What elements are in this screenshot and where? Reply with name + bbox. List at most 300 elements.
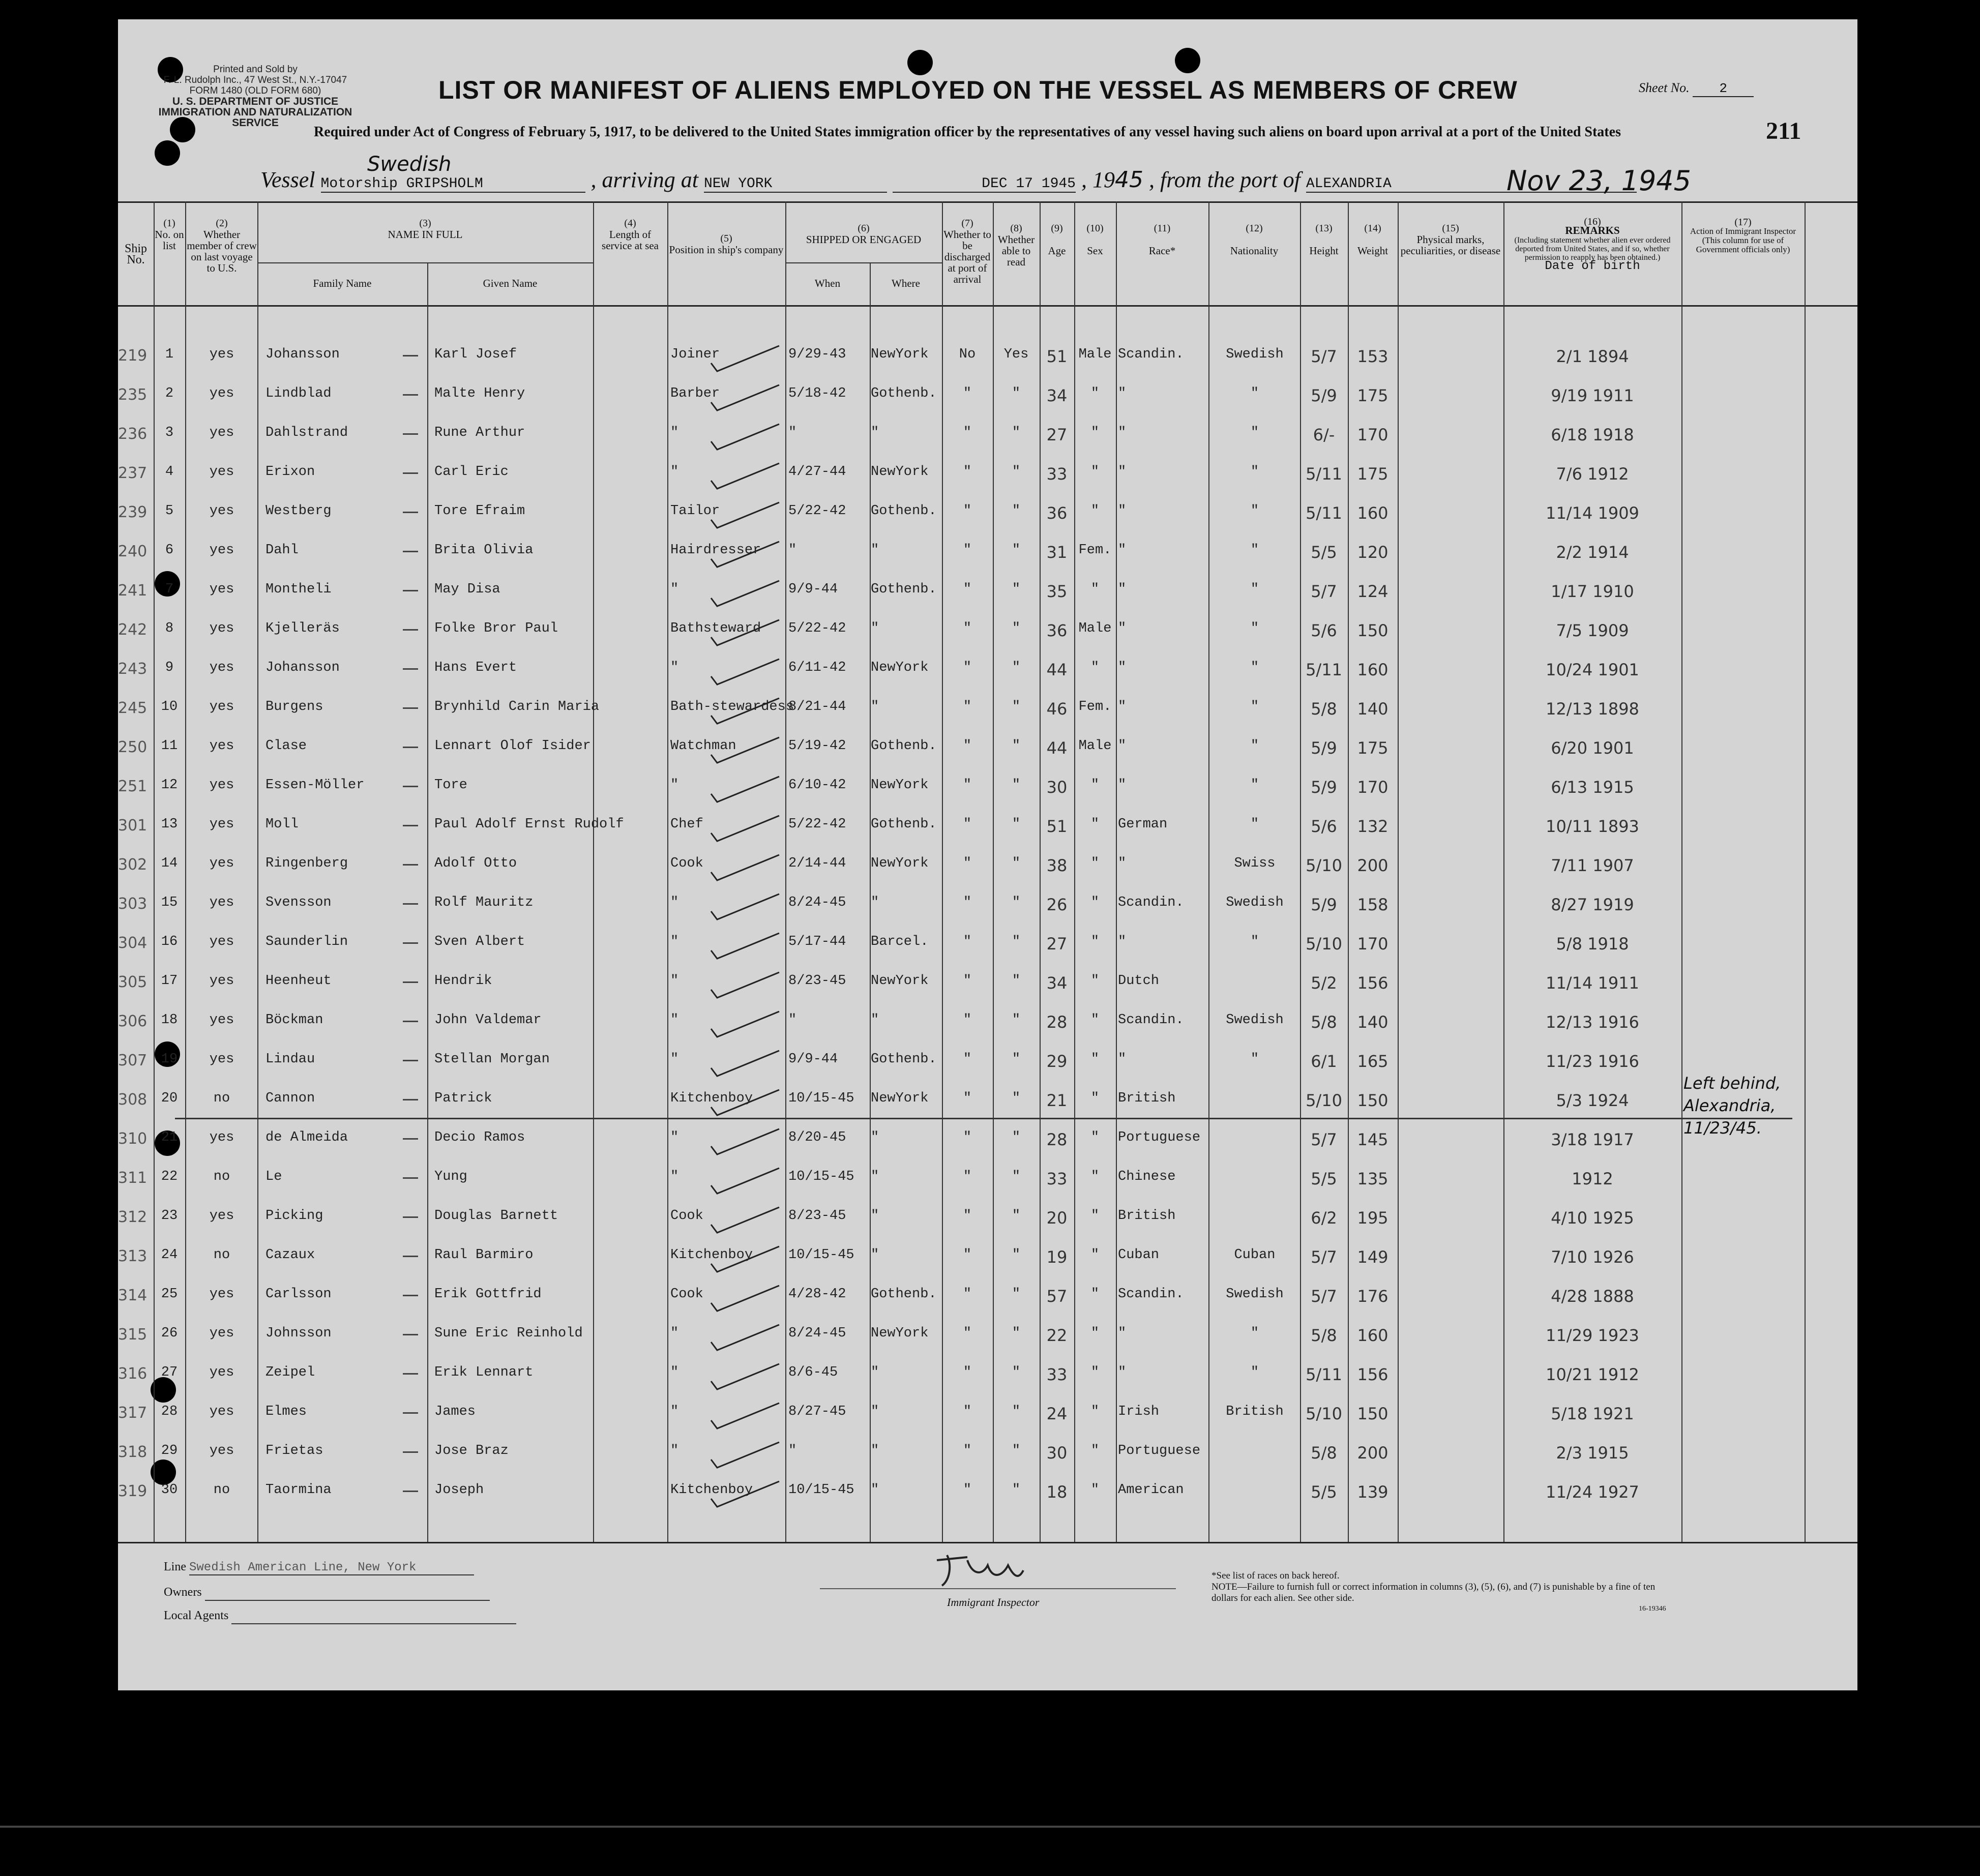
subheader-rule: [785, 262, 942, 263]
shipped-when-cell: 10/15-45: [788, 1169, 854, 1184]
weight-cell: 160: [1357, 503, 1388, 523]
ship-number-cell: 242: [118, 621, 147, 639]
ship-number-cell: 316: [118, 1365, 147, 1383]
discharged-cell: ": [963, 1013, 972, 1028]
list-number-cell: 6: [165, 543, 174, 558]
handwritten-dash: [403, 551, 418, 552]
family-name-cell: Johansson: [265, 660, 340, 675]
age-cell: 46: [1046, 699, 1068, 719]
shipped-where-cell: Gothenb.: [871, 386, 937, 401]
age-cell: 31: [1046, 543, 1068, 562]
height-cell: 5/8: [1311, 1013, 1337, 1032]
table-row: [118, 692, 1857, 731]
family-name-cell: Cazaux: [265, 1247, 315, 1263]
discharged-cell: ": [963, 1326, 972, 1341]
handwritten-dash: [403, 707, 418, 709]
given-name-cell: Jose Braz: [434, 1443, 509, 1458]
handwritten-dash: [403, 1138, 418, 1140]
race-cell: ": [1118, 699, 1127, 714]
race-cell: Cuban: [1118, 1247, 1160, 1263]
height-cell: 5/7: [1311, 1247, 1337, 1267]
table-row: [118, 849, 1857, 888]
nationality-cell: ": [1250, 621, 1259, 636]
position-cell: ": [670, 1326, 679, 1341]
last-voyage-cell: yes: [209, 347, 234, 362]
date-of-birth-cell: 4/28 1888: [1551, 1287, 1634, 1306]
position-cell: Kitchenboy: [670, 1247, 753, 1263]
publisher-dept: U. S. DEPARTMENT OF JUSTICE: [172, 96, 339, 107]
race-cell: ": [1118, 778, 1127, 793]
shipped-where-cell: NewYork: [871, 464, 929, 480]
punch-hole: [907, 50, 933, 75]
given-name-cell: Karl Josef: [434, 347, 517, 362]
position-cell: Chef: [670, 817, 703, 832]
age-cell: 19: [1046, 1247, 1068, 1267]
checkmark-icon: [707, 421, 783, 454]
age-cell: 28: [1046, 1013, 1068, 1032]
shipped-where-cell: Gothenb.: [871, 738, 937, 754]
able-to-read-cell: ": [1012, 660, 1021, 675]
list-number-cell: 11: [161, 738, 178, 754]
col-header-given: Given Name: [483, 277, 538, 289]
given-name-cell: Hans Evert: [434, 660, 517, 675]
checkmark-icon: [707, 343, 783, 375]
age-cell: 24: [1046, 1404, 1068, 1423]
remark-left-behind: Left behind, Alexandria, 11/23/45.: [1683, 1074, 1781, 1138]
nationality-cell: ": [1250, 464, 1259, 480]
nationality-cell: ": [1250, 543, 1259, 558]
arriving-value: NEW YORK: [704, 176, 887, 193]
checkmark-icon: [707, 617, 783, 649]
last-voyage-cell: yes: [209, 934, 234, 949]
weight-cell: 176: [1357, 1287, 1388, 1306]
given-name-cell: Adolf Otto: [434, 856, 517, 871]
able-to-read-cell: ": [1012, 1326, 1021, 1341]
list-number-cell: 28: [161, 1404, 178, 1419]
able-to-read-cell: ": [1012, 621, 1021, 636]
shipped-when-cell: 2/14-44: [788, 856, 846, 871]
given-name-cell: John Valdemar: [434, 1013, 542, 1028]
height-cell: 6/2: [1311, 1208, 1337, 1228]
checkmark-icon: [707, 460, 783, 493]
last-voyage-cell: yes: [209, 464, 234, 480]
discharged-cell: ": [963, 1482, 972, 1498]
weight-cell: 158: [1357, 895, 1388, 914]
sex-cell: ": [1090, 1365, 1100, 1380]
race-cell: Scandin.: [1118, 1013, 1184, 1028]
required-statement: Required under Act of Congress of February 5, 1917, to be delivered to the United States immigration officer by the representatives of any vessel having such aliens on board upon arrival at a port of the United States: [314, 124, 1621, 140]
shipped-where-cell: ": [871, 1443, 879, 1458]
height-cell: 6/-: [1313, 425, 1335, 444]
checkmark-icon: [707, 578, 783, 610]
date-of-birth-cell: 6/18 1918: [1551, 425, 1634, 444]
table-row: [118, 1045, 1857, 1084]
family-name-cell: Dahlstrand: [265, 425, 348, 440]
checkmark-icon: [707, 539, 783, 571]
discharged-cell: ": [963, 1052, 972, 1067]
race-cell: Portuguese: [1118, 1443, 1201, 1458]
able-to-read-cell: ": [1012, 582, 1021, 597]
age-cell: 26: [1046, 895, 1068, 914]
discharged-cell: ": [963, 973, 972, 989]
family-name-cell: Böckman: [265, 1013, 323, 1028]
shipped-when-cell: 9/9-44: [788, 1052, 838, 1067]
list-number-cell: 27: [161, 1365, 178, 1380]
given-name-cell: Folke Bror Paul: [434, 621, 558, 636]
race-cell: ": [1118, 934, 1127, 949]
shipped-when-cell: 8/23-45: [788, 973, 846, 989]
race-cell: Portuguese: [1118, 1130, 1201, 1145]
table-row: [118, 418, 1857, 457]
publisher-line: Printed and Sold by: [213, 64, 298, 75]
given-name-cell: Lennart Olof Isider: [434, 738, 591, 754]
sex-cell: ": [1090, 1208, 1100, 1224]
able-to-read-cell: ": [1012, 464, 1021, 480]
given-name-cell: Malte Henry: [434, 386, 525, 401]
list-number-cell: 26: [161, 1326, 178, 1341]
weight-cell: 160: [1357, 1326, 1388, 1345]
discharged-cell: ": [963, 621, 972, 636]
date-of-birth-cell: 9/19 1911: [1551, 386, 1634, 405]
row-20-strikethrough: [175, 1118, 1792, 1119]
discharged-cell: ": [963, 386, 972, 401]
col-header-5: (5) Position in ship's company: [669, 233, 784, 256]
from-label: , from the port of: [1148, 167, 1301, 192]
family-name-cell: Moll: [265, 817, 299, 832]
nationality-cell: Swedish: [1226, 1013, 1284, 1028]
weight-cell: 132: [1357, 817, 1388, 836]
shipped-where-cell: ": [871, 621, 879, 636]
weight-cell: 150: [1357, 621, 1388, 640]
col-header-4: (4) Length of service at sea: [602, 218, 659, 252]
age-cell: 28: [1046, 1130, 1068, 1149]
last-voyage-cell: yes: [209, 1443, 234, 1458]
ship-number-cell: 308: [118, 1091, 147, 1109]
shipped-when-cell: 8/21-44: [788, 699, 846, 714]
family-name-cell: Carlsson: [265, 1287, 332, 1302]
shipped-when-cell: 8/24-45: [788, 1326, 846, 1341]
race-cell: Chinese: [1118, 1169, 1176, 1184]
height-cell: 5/10: [1306, 1404, 1342, 1423]
last-voyage-cell: yes: [209, 1365, 234, 1380]
discharged-cell: ": [963, 464, 972, 480]
shipped-when-cell: ": [788, 1443, 797, 1458]
penalty-note: NOTE—Failure to furnish full or correct information in columns (3), (5), (6), and (7) is punishable by a fine of ten dollars for each alien. See other side.: [1211, 1582, 1656, 1603]
handwritten-dash: [403, 512, 418, 513]
weight-cell: 156: [1357, 1365, 1388, 1384]
nationality-cell: ": [1250, 778, 1259, 793]
family-name-cell: Svensson: [265, 895, 332, 910]
height-cell: 5/5: [1311, 1482, 1337, 1502]
checkmark-icon: [707, 1322, 783, 1354]
col-header-1: (1) No. on list: [155, 218, 184, 252]
checkmark-icon: [707, 969, 783, 1002]
table-row: [118, 340, 1857, 379]
table-row: [118, 1319, 1857, 1358]
handwritten-dash: [403, 1491, 418, 1492]
checkmark-icon: [707, 1243, 783, 1276]
discharged-cell: ": [963, 1169, 972, 1184]
list-number-cell: 7: [165, 582, 174, 597]
weight-cell: 124: [1357, 582, 1388, 601]
race-cell: ": [1118, 660, 1127, 675]
last-voyage-cell: yes: [209, 856, 234, 871]
ship-number-cell: 236: [118, 425, 147, 443]
position-cell: ": [670, 778, 679, 793]
sex-cell: ": [1090, 425, 1100, 440]
inspector-signature: [820, 1545, 1064, 1601]
publisher-block: [149, 64, 362, 128]
race-cell: ": [1118, 1326, 1127, 1341]
checkmark-icon: [707, 1048, 783, 1080]
date-of-birth-cell: 10/11 1893: [1546, 817, 1639, 836]
page-number: 211: [1766, 117, 1801, 144]
height-cell: 5/9: [1311, 386, 1337, 405]
shipped-when-cell: 5/22-42: [788, 621, 846, 636]
sex-cell: ": [1090, 503, 1100, 519]
able-to-read-cell: ": [1012, 895, 1021, 910]
race-cell: American: [1118, 1482, 1184, 1498]
col-header-7: (7) Whether to be discharged at port of arrival: [943, 218, 991, 285]
table-row: [118, 1123, 1857, 1162]
race-cell: ": [1118, 856, 1127, 871]
date-of-birth-cell: 10/21 1912: [1546, 1365, 1639, 1384]
scan-edge: [0, 1826, 1980, 1828]
last-voyage-cell: yes: [209, 817, 234, 832]
height-cell: 5/6: [1311, 621, 1337, 640]
height-cell: 5/6: [1311, 817, 1337, 836]
shipped-where-cell: ": [871, 1247, 879, 1263]
checkmark-icon: [707, 734, 783, 767]
date-of-birth-cell: 10/24 1901: [1546, 660, 1639, 679]
departure-handwritten: Nov 23, 1945: [1506, 165, 1692, 197]
given-name-cell: Hendrik: [434, 973, 492, 989]
discharged-cell: ": [963, 1404, 972, 1419]
form-code: 16-19346: [1639, 1605, 1666, 1613]
able-to-read-cell: ": [1012, 1247, 1021, 1263]
position-cell: ": [670, 582, 679, 597]
date-of-birth-cell: 6/20 1901: [1551, 738, 1634, 758]
discharged-cell: ": [963, 582, 972, 597]
height-cell: 5/7: [1311, 582, 1337, 601]
weight-cell: 200: [1357, 1443, 1388, 1463]
position-cell: Watchman: [670, 738, 736, 754]
handwritten-dash: [403, 903, 418, 905]
family-name-cell: Taormina: [265, 1482, 332, 1498]
weight-cell: 195: [1357, 1208, 1388, 1228]
ship-number-cell: 307: [118, 1052, 147, 1069]
shipped-where-cell: ": [871, 1169, 879, 1184]
ship-number-cell: 219: [118, 347, 147, 365]
shipped-where-cell: ": [871, 1482, 879, 1498]
checkmark-icon: [707, 382, 783, 414]
date-of-birth-cell: 12/13 1898: [1546, 699, 1639, 719]
last-voyage-cell: yes: [209, 1404, 234, 1419]
race-cell: ": [1118, 543, 1127, 558]
shipped-when-cell: 9/9-44: [788, 582, 838, 597]
last-voyage-cell: yes: [209, 1287, 234, 1302]
nationality-cell: ": [1250, 817, 1259, 832]
nationality-cell: ": [1250, 699, 1259, 714]
weight-cell: 165: [1357, 1052, 1388, 1071]
able-to-read-cell: ": [1012, 1013, 1021, 1028]
checkmark-icon: [707, 1087, 783, 1119]
vessel-value: Motorship GRIPSHOLM: [321, 176, 585, 193]
col-header-13: (13) Height: [1309, 223, 1339, 257]
age-cell: 35: [1046, 582, 1068, 601]
discharged-cell: ": [963, 1130, 972, 1145]
sex-cell: ": [1090, 1443, 1100, 1458]
ship-number-cell: 306: [118, 1013, 147, 1030]
shipped-where-cell: ": [871, 1365, 879, 1380]
table-row: [118, 535, 1857, 575]
able-to-read-cell: ": [1012, 778, 1021, 793]
shipped-when-cell: ": [788, 1013, 797, 1028]
family-name-cell: Lindau: [265, 1052, 315, 1067]
sex-cell: Fem.: [1078, 699, 1112, 714]
ship-number-cell: 314: [118, 1287, 147, 1304]
list-number-cell: 10: [161, 699, 178, 714]
table-row: [118, 770, 1857, 810]
ship-number-cell: 251: [118, 778, 147, 795]
age-cell: 38: [1046, 856, 1068, 875]
checkmark-icon: [707, 1439, 783, 1472]
checkmark-icon: [707, 852, 783, 884]
sex-cell: ": [1090, 973, 1100, 989]
position-cell: ": [670, 1169, 679, 1184]
given-name-cell: Douglas Barnett: [434, 1208, 558, 1224]
col-header-11: (11) Race*: [1148, 223, 1176, 257]
col-header-2: (2) Whether member of crew on last voyage to U.S.: [187, 218, 257, 274]
position-cell: ": [670, 895, 679, 910]
position-cell: ": [670, 425, 679, 440]
list-number-cell: 4: [165, 464, 174, 480]
height-cell: 5/11: [1306, 503, 1342, 523]
weight-cell: 150: [1357, 1091, 1388, 1110]
shipped-where-cell: Gothenb.: [871, 817, 937, 832]
sex-cell: ": [1090, 582, 1100, 597]
vessel-handwritten: Swedish: [367, 153, 452, 176]
vessel-label: Vessel: [260, 167, 315, 192]
list-number-cell: 29: [161, 1443, 178, 1458]
position-cell: Kitchenboy: [670, 1091, 753, 1106]
date-of-birth-cell: 7/6 1912: [1556, 464, 1629, 484]
able-to-read-cell: ": [1012, 817, 1021, 832]
position-cell: ": [670, 1130, 679, 1145]
shipped-when-cell: 5/18-42: [788, 386, 846, 401]
age-cell: 27: [1046, 934, 1068, 954]
table-row: [118, 614, 1857, 653]
table-row: [118, 927, 1857, 966]
able-to-read-cell: ": [1012, 1482, 1021, 1498]
ship-number-cell: 243: [118, 660, 147, 678]
nationality-cell: ": [1250, 582, 1259, 597]
able-to-read-cell: ": [1012, 738, 1021, 754]
family-name-cell: Clase: [265, 738, 307, 754]
table-row: [118, 810, 1857, 849]
weight-cell: 200: [1357, 856, 1388, 875]
given-name-cell: Paul Adolf Ernst Rudolf: [434, 817, 624, 832]
nationality-cell: Cuban: [1234, 1247, 1276, 1263]
nationality-cell: ": [1250, 386, 1259, 401]
inspector-label: Immigrant Inspector: [947, 1596, 1040, 1609]
handwritten-dash: [403, 1412, 418, 1414]
sex-cell: Male: [1078, 738, 1112, 754]
family-name-cell: Zeipel: [265, 1365, 315, 1380]
last-voyage-cell: yes: [209, 1208, 234, 1224]
checkmark-icon: [707, 1126, 783, 1158]
age-cell: 29: [1046, 1052, 1068, 1071]
sex-cell: ": [1090, 1013, 1100, 1028]
able-to-read-cell: ": [1012, 1404, 1021, 1419]
able-to-read-cell: ": [1012, 934, 1021, 949]
date-of-birth-cell: 12/13 1916: [1546, 1013, 1639, 1032]
table-bottom-rule: [118, 1542, 1857, 1543]
race-cell: ": [1118, 1052, 1127, 1067]
col-header-ship: Ship No.: [124, 242, 147, 266]
able-to-read-cell: ": [1012, 1443, 1021, 1458]
family-name-cell: Kjelleräs: [265, 621, 340, 636]
handwritten-dash: [403, 747, 418, 748]
age-cell: 22: [1046, 1326, 1068, 1345]
sex-cell: ": [1090, 1287, 1100, 1302]
handwritten-dash: [403, 433, 418, 435]
checkmark-icon: [707, 1204, 783, 1237]
nationality-cell: ": [1250, 1326, 1259, 1341]
last-voyage-cell: yes: [209, 1130, 234, 1145]
publisher-line: FORM 1480 (OLD FORM 680): [189, 85, 321, 96]
weight-cell: 149: [1357, 1247, 1388, 1267]
list-number-cell: 15: [161, 895, 178, 910]
height-cell: 5/10: [1306, 856, 1342, 875]
ship-number-cell: 239: [118, 503, 147, 521]
position-cell: ": [670, 1443, 679, 1458]
able-to-read-cell: ": [1012, 503, 1021, 519]
family-name-cell: Johnsson: [265, 1326, 332, 1341]
given-name-cell: Stellan Morgan: [434, 1052, 550, 1067]
family-name-cell: Westberg: [265, 503, 332, 519]
date-of-birth-cell: 5/8 1918: [1556, 934, 1629, 954]
given-name-cell: Brita Olivia: [434, 543, 534, 558]
shipped-where-cell: ": [871, 895, 879, 910]
ship-number-cell: 305: [118, 973, 147, 991]
checkmark-icon: [707, 813, 783, 845]
last-voyage-cell: yes: [209, 1326, 234, 1341]
year-value: 45: [1114, 167, 1143, 193]
last-voyage-cell: no: [213, 1247, 230, 1263]
shipped-where-cell: NewYork: [871, 347, 929, 362]
weight-cell: 153: [1357, 347, 1388, 366]
height-cell: 5/8: [1311, 1443, 1337, 1463]
table-row: [118, 379, 1857, 418]
ship-number-cell: 235: [118, 386, 147, 404]
agents-field: [164, 1609, 516, 1624]
checkmark-icon: [707, 656, 783, 689]
list-number-cell: 19: [161, 1052, 178, 1067]
race-note: *See list of races on back hereof.: [1211, 1570, 1340, 1581]
checkmark-icon: [707, 1478, 783, 1511]
shipped-when-cell: 6/11-42: [788, 660, 846, 675]
race-cell: ": [1118, 386, 1127, 401]
sex-cell: Fem.: [1078, 543, 1112, 558]
position-cell: ": [670, 973, 679, 989]
list-number-cell: 3: [165, 425, 174, 440]
date-of-birth-cell: 4/10 1925: [1551, 1208, 1634, 1228]
discharged-cell: ": [963, 738, 972, 754]
height-cell: 5/2: [1311, 973, 1337, 993]
height-cell: 5/7: [1311, 1287, 1337, 1306]
able-to-read-cell: Yes: [1003, 347, 1029, 362]
